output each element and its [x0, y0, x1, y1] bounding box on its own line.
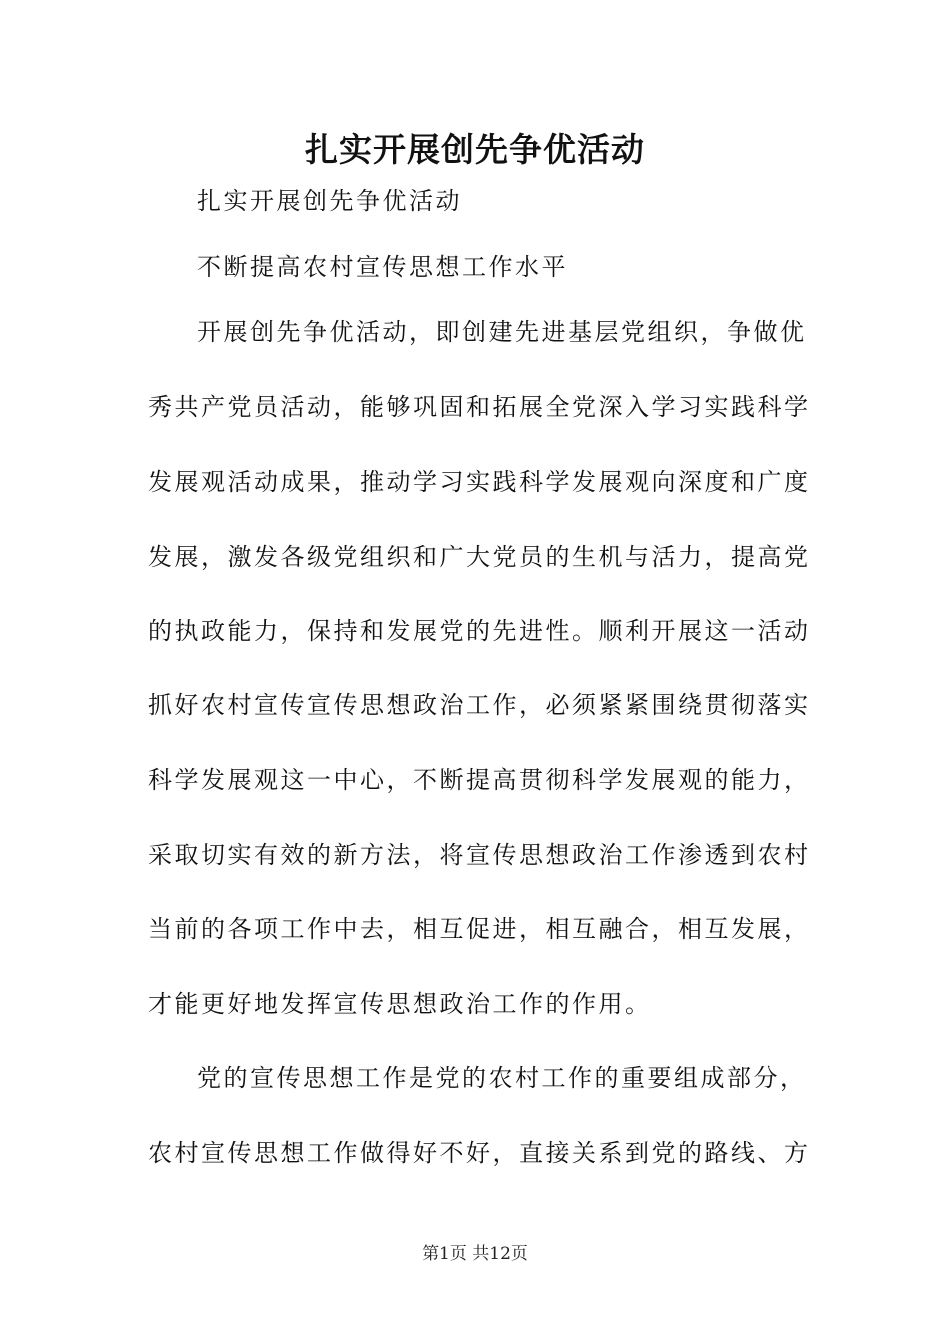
subtitle-line-1: 扎实开展创先争优活动 — [197, 187, 462, 215]
paragraph-line: 农村宣传思想工作做得好不好，直接关系到党的路线、方 — [148, 1139, 811, 1167]
paragraph-line: 开展创先争优活动，即创建先进基层党组织，争做优 — [197, 318, 807, 346]
paragraph-line: 才能更好地发挥宣传思想政治工作的作用。 — [148, 990, 652, 1018]
paragraph-line: 当前的各项工作中去，相互促进，相互融合，相互发展， — [148, 915, 811, 943]
paragraph-line: 科学发展观这一中心，不断提高贯彻科学发展观的能力， — [148, 766, 811, 794]
page-number-footer: 第1页 共12页 — [422, 1244, 528, 1264]
subtitle-line-2: 不断提高农村宣传思想工作水平 — [197, 253, 568, 281]
paragraph-line: 发展，激发各级党组织和广大党员的生机与活力，提高党 — [148, 543, 811, 571]
document-title: 扎实开展创先争优活动 — [305, 130, 645, 169]
paragraph-line: 发展观活动成果，推动学习实践科学发展观向深度和广度 — [148, 468, 811, 496]
paragraph-line: 抓好农村宣传宣传思想政治工作，必须紧紧围绕贯彻落实 — [148, 691, 811, 719]
paragraph-line: 采取切实有效的新方法，将宣传思想政治工作渗透到农村 — [148, 841, 811, 869]
paragraph-line: 党的宣传思想工作是党的农村工作的重要组成部分， — [197, 1064, 807, 1092]
paragraph-line: 秀共产党员活动，能够巩固和拓展全党深入学习实践科学 — [148, 393, 811, 421]
paragraph-line: 的执政能力，保持和发展党的先进性。顺利开展这一活动 — [148, 617, 811, 645]
